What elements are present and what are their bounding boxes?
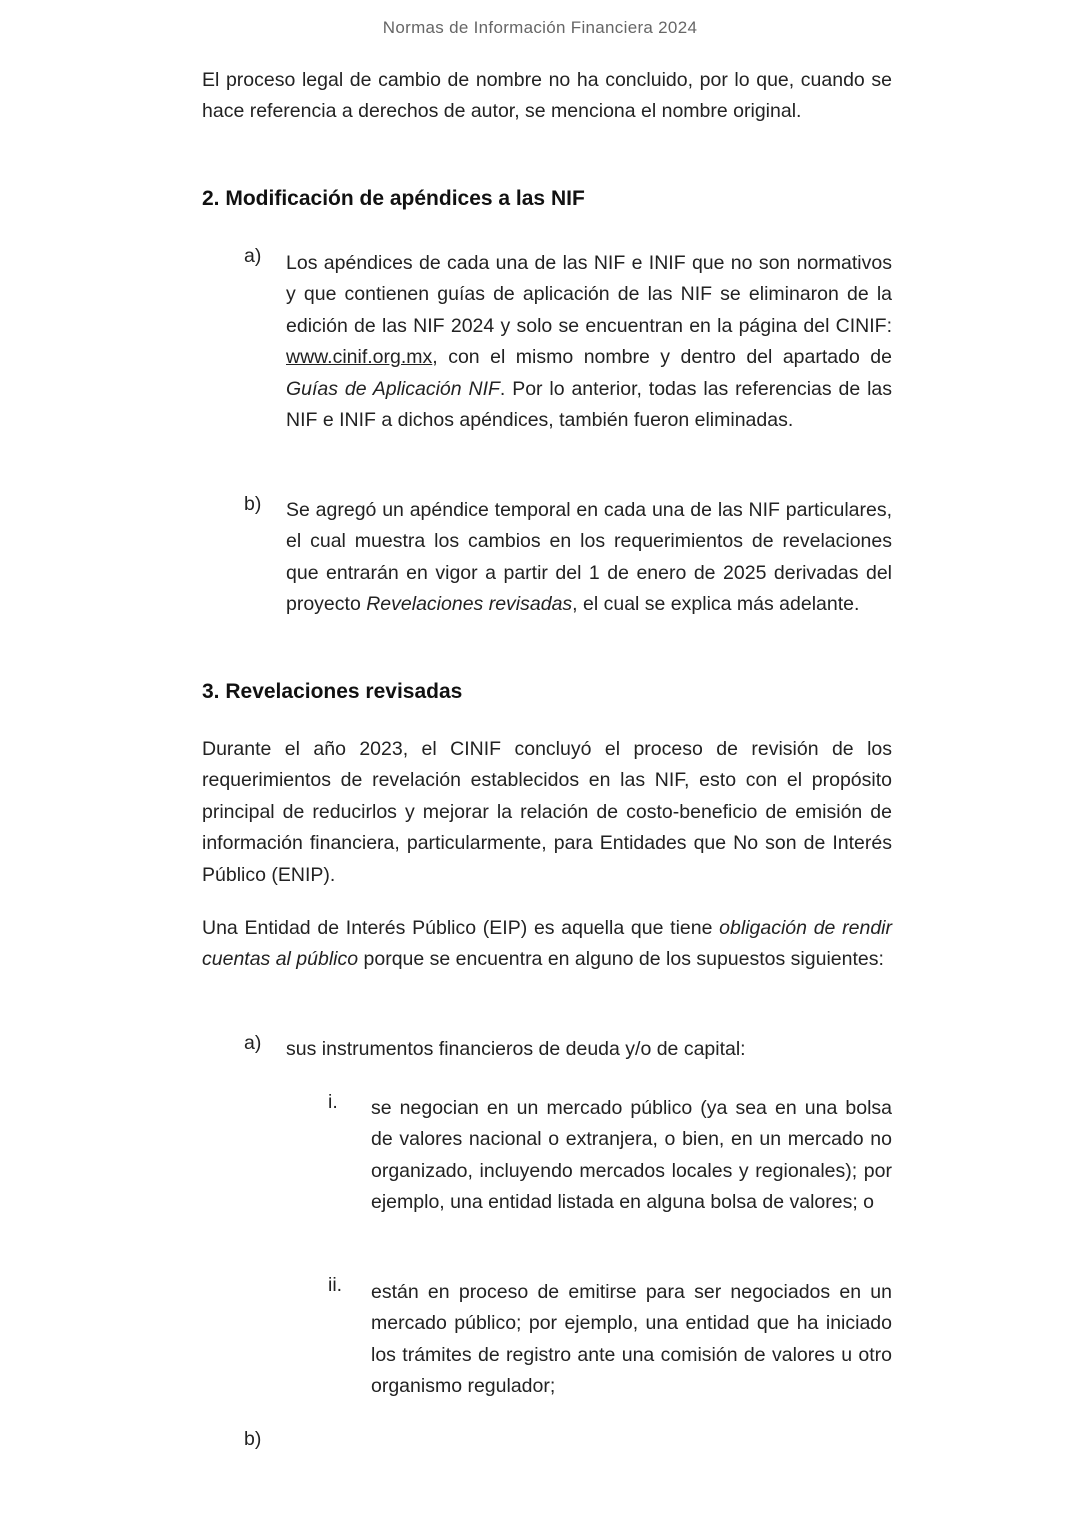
text: Una Entidad de Interés Público (EIP) es aquella que tiene — [202, 917, 720, 939]
paragraph — [202, 913, 892, 976]
paragraph: Durante el año 2023, el CINIF concluyó el proceso de revisión de los requerimientos de revelación establecidos en las NIF, esto con el propósito principal de reducirlos y mejorar la relación de costo-beneficio de emisión de información financiera, particularmente, para Entidades que No son de Interés Público (ENIP). — [202, 738, 892, 886]
text: Se agregó un apéndice temporal en cada una de las NIF particulares, el cual muestra los cambios en los requerimientos de revelaciones que entrarán en vigor a partir del 1 de enero de 2025 derivadas del proyecto — [286, 499, 892, 616]
emphasis: Revelaciones revisadas — [366, 593, 573, 616]
text: . Por lo anterior, todas las referencias de las NIF e INIF a dichos apéndices, también fueron eliminadas. — [286, 377, 892, 432]
text: porque se encuentra en alguno de los supuestos siguientes: — [358, 948, 884, 971]
list-label-a: a) — [244, 1032, 262, 1054]
list-item-i: se negocian en un mercado público (ya sea en una bolsa de valores nacional o extranjera, o bien, en un mercado no organizado, incluyendo mercados locales y regionales); por ejemplo, una entidad listada en alguna bolsa de valores; o — [371, 1097, 892, 1214]
list-label-ii: ii. — [328, 1274, 343, 1296]
paragraph: El proceso legal de cambio de nombre no ha concluido, por lo que, cuando se hace referencia a derechos de autor, se menciona el nombre original. — [202, 69, 892, 123]
emphasis: Guías de Aplicación NIF — [286, 377, 500, 400]
list-item-a — [286, 248, 892, 436]
section-heading-3: 3. Revelaciones revisadas — [202, 680, 463, 703]
text: Los apéndices de cada una de las NIF e INIF que no son normativos y que contienen guías de aplicación de las NIF se eliminaron de la edición de las NIF 2024 y solo se encuentran en la página del CINIF: — [286, 252, 892, 337]
list-label-b: b) — [244, 493, 262, 515]
emphasis: obligación de rendir cuentas al público — [202, 917, 892, 971]
list-item-ii: están en proceso de emitirse para ser negociados en un mercado público; por ejemplo, una entidad que ha iniciado los trámites de registro ante una comisión de valores u otro organismo regulador; — [371, 1281, 892, 1398]
page-header: Normas de Información Financiera 2024 — [382, 18, 698, 37]
list-label-a: a) — [244, 245, 262, 267]
list-item-a: sus instrumentos financieros de deuda y/o de capital: — [286, 1038, 746, 1060]
list-label-i: i. — [328, 1091, 338, 1113]
text: , con el mismo nombre y dentro del apartado de — [432, 346, 892, 369]
list-item-b — [286, 495, 892, 621]
section-heading-2: 2. Modificación de apéndices a las NIF — [202, 187, 585, 210]
cinif-link[interactable]: www.cinif.org.mx — [286, 346, 433, 369]
text: , el cual se explica más adelante. — [572, 593, 860, 616]
list-label-b: b) — [244, 1428, 262, 1450]
